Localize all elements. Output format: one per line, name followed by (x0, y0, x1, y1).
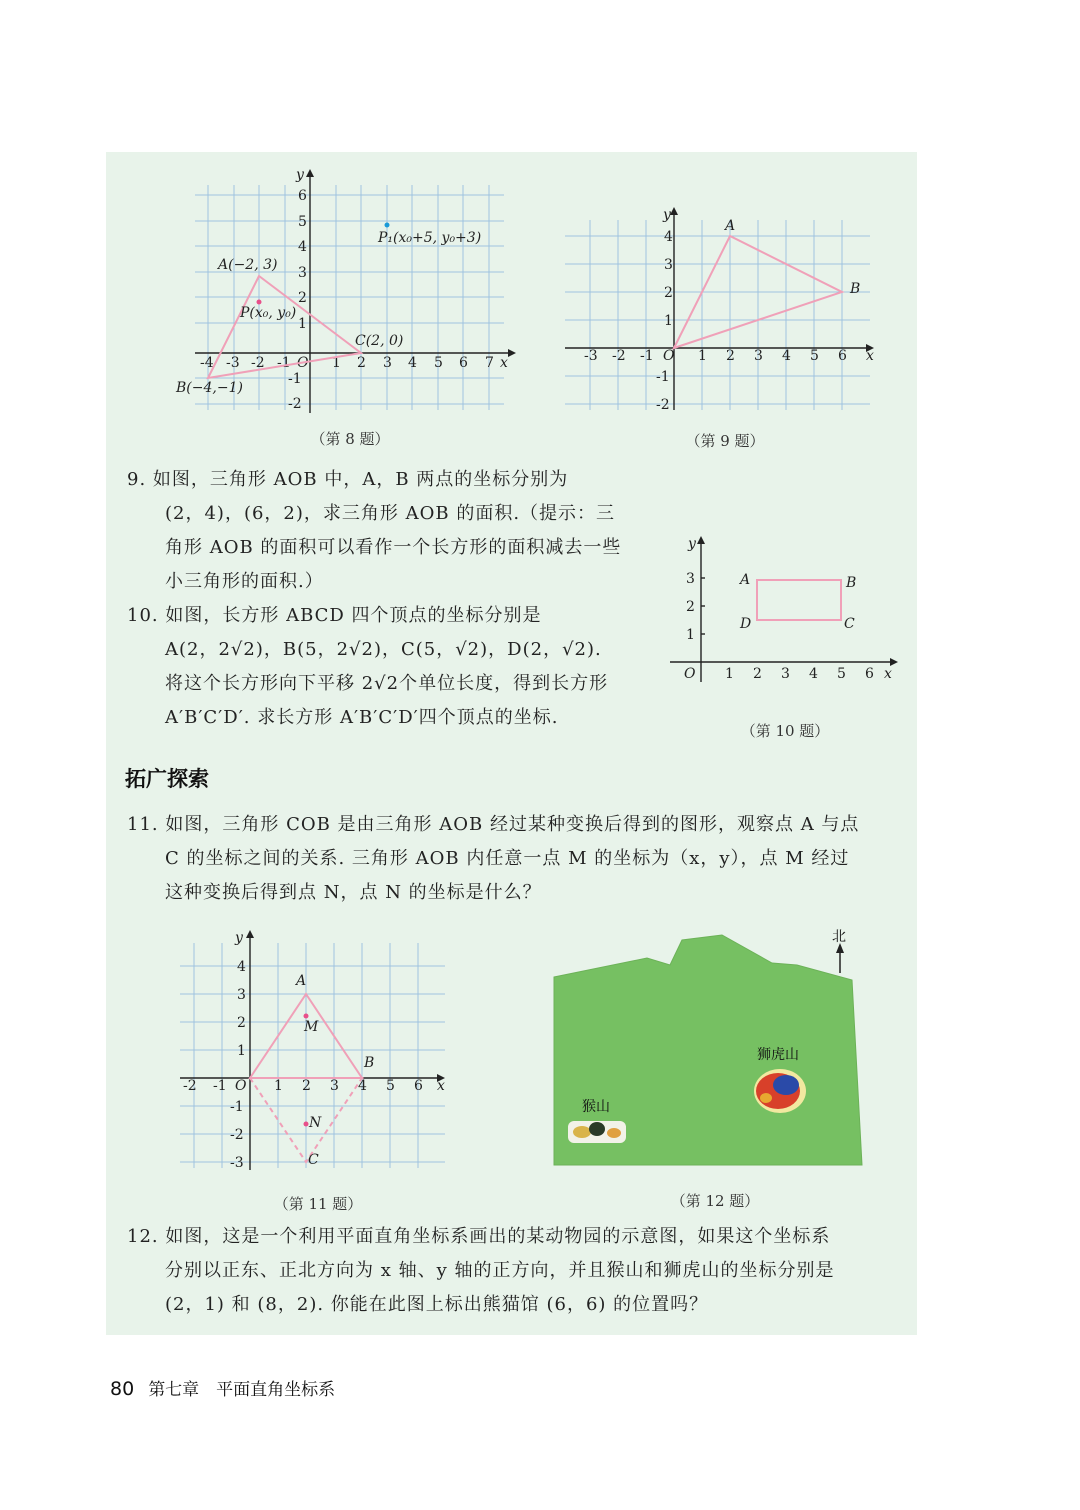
lion-hill-pond (773, 1075, 799, 1095)
tick: 6 (838, 348, 847, 364)
section-title: 拓广探索 (125, 767, 209, 791)
problem-9-line: 9. 如图，三角形 AOB 中，A，B 两点的坐标分别为 (127, 469, 569, 490)
tick: 2 (726, 348, 735, 364)
figure-10-graph (668, 532, 903, 687)
figure-11-label-n: N (309, 1115, 322, 1131)
tick: 1 (332, 355, 341, 371)
lion-hill-label: 狮虎山 (757, 1047, 799, 1063)
tick: 3 (298, 265, 307, 281)
figure-10-rectangle-abcd (757, 580, 841, 620)
tick: 1 (686, 627, 695, 643)
tick: 2 (302, 1078, 311, 1094)
figure-9-origin: O (663, 348, 675, 364)
problem-10-line: 10. 如图，长方形 ABCD 四个顶点的坐标分别是 (127, 605, 542, 626)
tick: 2 (664, 285, 673, 301)
figure-11-graph (175, 928, 455, 1173)
tick: 2 (753, 666, 762, 682)
tick: 1 (274, 1078, 283, 1094)
figure-11-label-a: A (296, 973, 307, 989)
tick: 6 (298, 188, 307, 204)
problem-11-line: C 的坐标之间的关系. 三角形 AOB 内任意一点 M 的坐标为（x，y），点 M 经过 (165, 848, 850, 869)
figure-11-point-n (304, 1122, 309, 1127)
tick: 4 (298, 239, 307, 255)
problem-12-line: 分别以正东、正北方向为 x 轴、y 轴的正方向，并且猴山和狮虎山的坐标分别是 (165, 1260, 835, 1281)
figure-8-point-p (257, 300, 262, 305)
tick: 1 (698, 348, 707, 364)
figure-11-label-c: C (308, 1152, 319, 1168)
problem-9-line: 小三角形的面积.） (165, 571, 324, 592)
figure-8-origin: O (297, 355, 309, 371)
figure-8-label-p1: P₁(x₀+5, y₀+3) (378, 230, 482, 246)
tick: 3 (664, 257, 673, 273)
problem-12 (127, 1220, 834, 1322)
monkey-hill-rock (573, 1126, 591, 1138)
problem-11-line: 这种变换后得到点 N，点 N 的坐标是什么？ (165, 882, 542, 903)
figure-10-y-arrow (697, 536, 705, 544)
figure-11-label-b: B (364, 1055, 375, 1071)
figure-12-caption: （第 12 题） (670, 1192, 760, 1210)
tick: -2 (251, 355, 265, 371)
figure-10-y-ticks (686, 571, 695, 643)
tick: -4 (200, 355, 214, 371)
problem-9-line: 角形 AOB 的面积可以看作一个长方形的面积减去一些 (165, 537, 622, 558)
figure-10-x-arrow (890, 658, 898, 666)
figure-11-point-m (304, 1014, 309, 1019)
tick: -2 (656, 397, 670, 413)
figure-10-caption: （第 10 题） (740, 722, 830, 740)
figure-10-label-b: B (846, 575, 857, 591)
tick: 5 (837, 666, 846, 682)
figure-11-label-m: M (304, 1019, 319, 1035)
tick: 6 (414, 1078, 423, 1094)
figure-9-y-arrow (670, 207, 678, 215)
figure-10 (668, 532, 903, 687)
figure-9-x-ticks (584, 348, 847, 364)
tick: -1 (230, 1099, 244, 1115)
tick: 3 (330, 1078, 339, 1094)
figure-8-x-label: x (500, 355, 508, 371)
figure-11-origin: O (235, 1078, 247, 1094)
figure-9-x-label: x (866, 348, 874, 364)
figure-8-label-b: B(−4,−1) (176, 380, 243, 396)
chapter-title: 第七章 平面直角坐标系 (148, 1380, 336, 1400)
figure-8-point-p1 (385, 223, 390, 228)
figure-8-label-a: A(−2, 3) (218, 257, 278, 273)
tick: 6 (865, 666, 874, 682)
tick: 5 (386, 1078, 395, 1094)
figure-8-caption: （第 8 题） (310, 430, 390, 448)
tick: 2 (357, 355, 366, 371)
north-label: 北 (832, 929, 846, 945)
figure-8-grid (195, 185, 504, 410)
figure-12-map (552, 925, 872, 1170)
figure-10-label-c: C (844, 616, 855, 632)
tick: 3 (781, 666, 790, 682)
tick: 1 (298, 316, 307, 332)
tick: 4 (782, 348, 791, 364)
figure-8-graph (170, 165, 510, 415)
figure-8-label-c: C(2, 0) (355, 333, 404, 349)
figure-10-x-ticks (725, 666, 874, 682)
figure-10-origin: O (684, 666, 696, 682)
tick: 7 (485, 355, 494, 371)
problem-11 (127, 808, 859, 910)
figure-9-label-a: A (725, 218, 736, 234)
tick: 4 (237, 959, 246, 975)
figure-10-y-label: y (688, 536, 696, 552)
tick: -2 (230, 1127, 244, 1143)
tick: -3 (230, 1155, 244, 1171)
tick: 6 (459, 355, 468, 371)
tick: -2 (183, 1078, 197, 1094)
figure-9-grid (565, 220, 870, 410)
problem-9 (127, 463, 621, 599)
problem-10-line: A(2，2√2)，B(5，2√2)，C(5，√2)，D(2，√2). (165, 639, 602, 660)
tick: 1 (237, 1043, 246, 1059)
tick: 4 (358, 1078, 367, 1094)
tick: 3 (754, 348, 763, 364)
tick: -1 (656, 369, 670, 385)
figure-8-y-arrow (306, 169, 314, 177)
figure-9-label-b: B (850, 281, 861, 297)
figure-11-y-label: y (235, 930, 243, 946)
lion-tiger-hill (754, 1069, 806, 1113)
tick: 5 (298, 214, 307, 230)
tick: -3 (584, 348, 598, 364)
tick: 1 (664, 313, 673, 329)
tick: -1 (213, 1078, 227, 1094)
figure-11-y-ticks (230, 959, 246, 1171)
tick: -1 (288, 371, 302, 387)
figure-8-label-p: P(x₀, y₀) (240, 305, 297, 321)
tick: 3 (237, 987, 246, 1003)
problem-10-line: A′B′C′D′. 求长方形 A′B′C′D′四个顶点的坐标. (165, 707, 559, 728)
figure-11 (175, 928, 455, 1173)
tick: 3 (686, 571, 695, 587)
tick: -1 (277, 355, 291, 371)
tick: -2 (612, 348, 626, 364)
figure-9-caption: （第 9 题） (685, 432, 765, 450)
lion-hill-rock (760, 1093, 772, 1103)
monkey-hill (568, 1121, 626, 1143)
tick: -1 (640, 348, 654, 364)
monkey-hill-tree (589, 1122, 605, 1136)
monkey-hill-label: 猴山 (582, 1099, 610, 1115)
problem-12-line: 12. 如图，这是一个利用平面直角坐标系画出的某动物园的示意图，如果这个坐标系 (127, 1226, 831, 1247)
figure-9 (560, 205, 880, 415)
figure-9-y-ticks (656, 229, 673, 413)
tick: 3 (383, 355, 392, 371)
figure-8 (170, 165, 510, 415)
monkey-hill-rock (607, 1128, 621, 1138)
tick: 2 (237, 1015, 246, 1031)
figure-9-y-label: y (663, 207, 671, 223)
figure-11-caption: （第 11 题） (273, 1195, 363, 1213)
figure-10-label-a: A (740, 572, 751, 588)
tick: 4 (408, 355, 417, 371)
figure-11-y-arrow (246, 930, 254, 938)
tick: 2 (298, 290, 307, 306)
problem-10 (127, 599, 608, 735)
problem-12-line: (2，1) 和 (8，2). 你能在此图上标出熊猫馆 (6，6) 的位置吗？ (165, 1294, 709, 1315)
figure-12 (552, 925, 872, 1170)
tick: 5 (434, 355, 443, 371)
tick: -3 (226, 355, 240, 371)
problem-11-line: 11. 如图，三角形 COB 是由三角形 AOB 经过某种变换后得到的图形，观察点 A 与点 (127, 814, 860, 835)
figure-11-x-ticks (183, 1078, 423, 1094)
figure-11-grid (180, 943, 445, 1168)
figure-10-label-d: D (740, 616, 752, 632)
figure-10-x-label: x (884, 666, 892, 682)
problem-10-line: 将这个长方形向下平移 2√2个单位长度，得到长方形 (165, 673, 609, 694)
tick: 2 (686, 599, 695, 615)
figure-8-y-label: y (296, 167, 304, 183)
tick: 1 (725, 666, 734, 682)
tick: 4 (664, 229, 673, 245)
page-footer (110, 1375, 335, 1400)
tick: -2 (288, 396, 302, 412)
tick: 5 (810, 348, 819, 364)
figure-9-graph (560, 205, 880, 415)
problem-9-line: (2，4)，(6，2)，求三角形 AOB 的面积.（提示：三 (165, 503, 616, 524)
page-number: 80 (110, 1378, 135, 1400)
tick: 4 (809, 666, 818, 682)
figure-8-x-ticks (200, 355, 494, 371)
figure-11-x-label: x (437, 1078, 445, 1094)
